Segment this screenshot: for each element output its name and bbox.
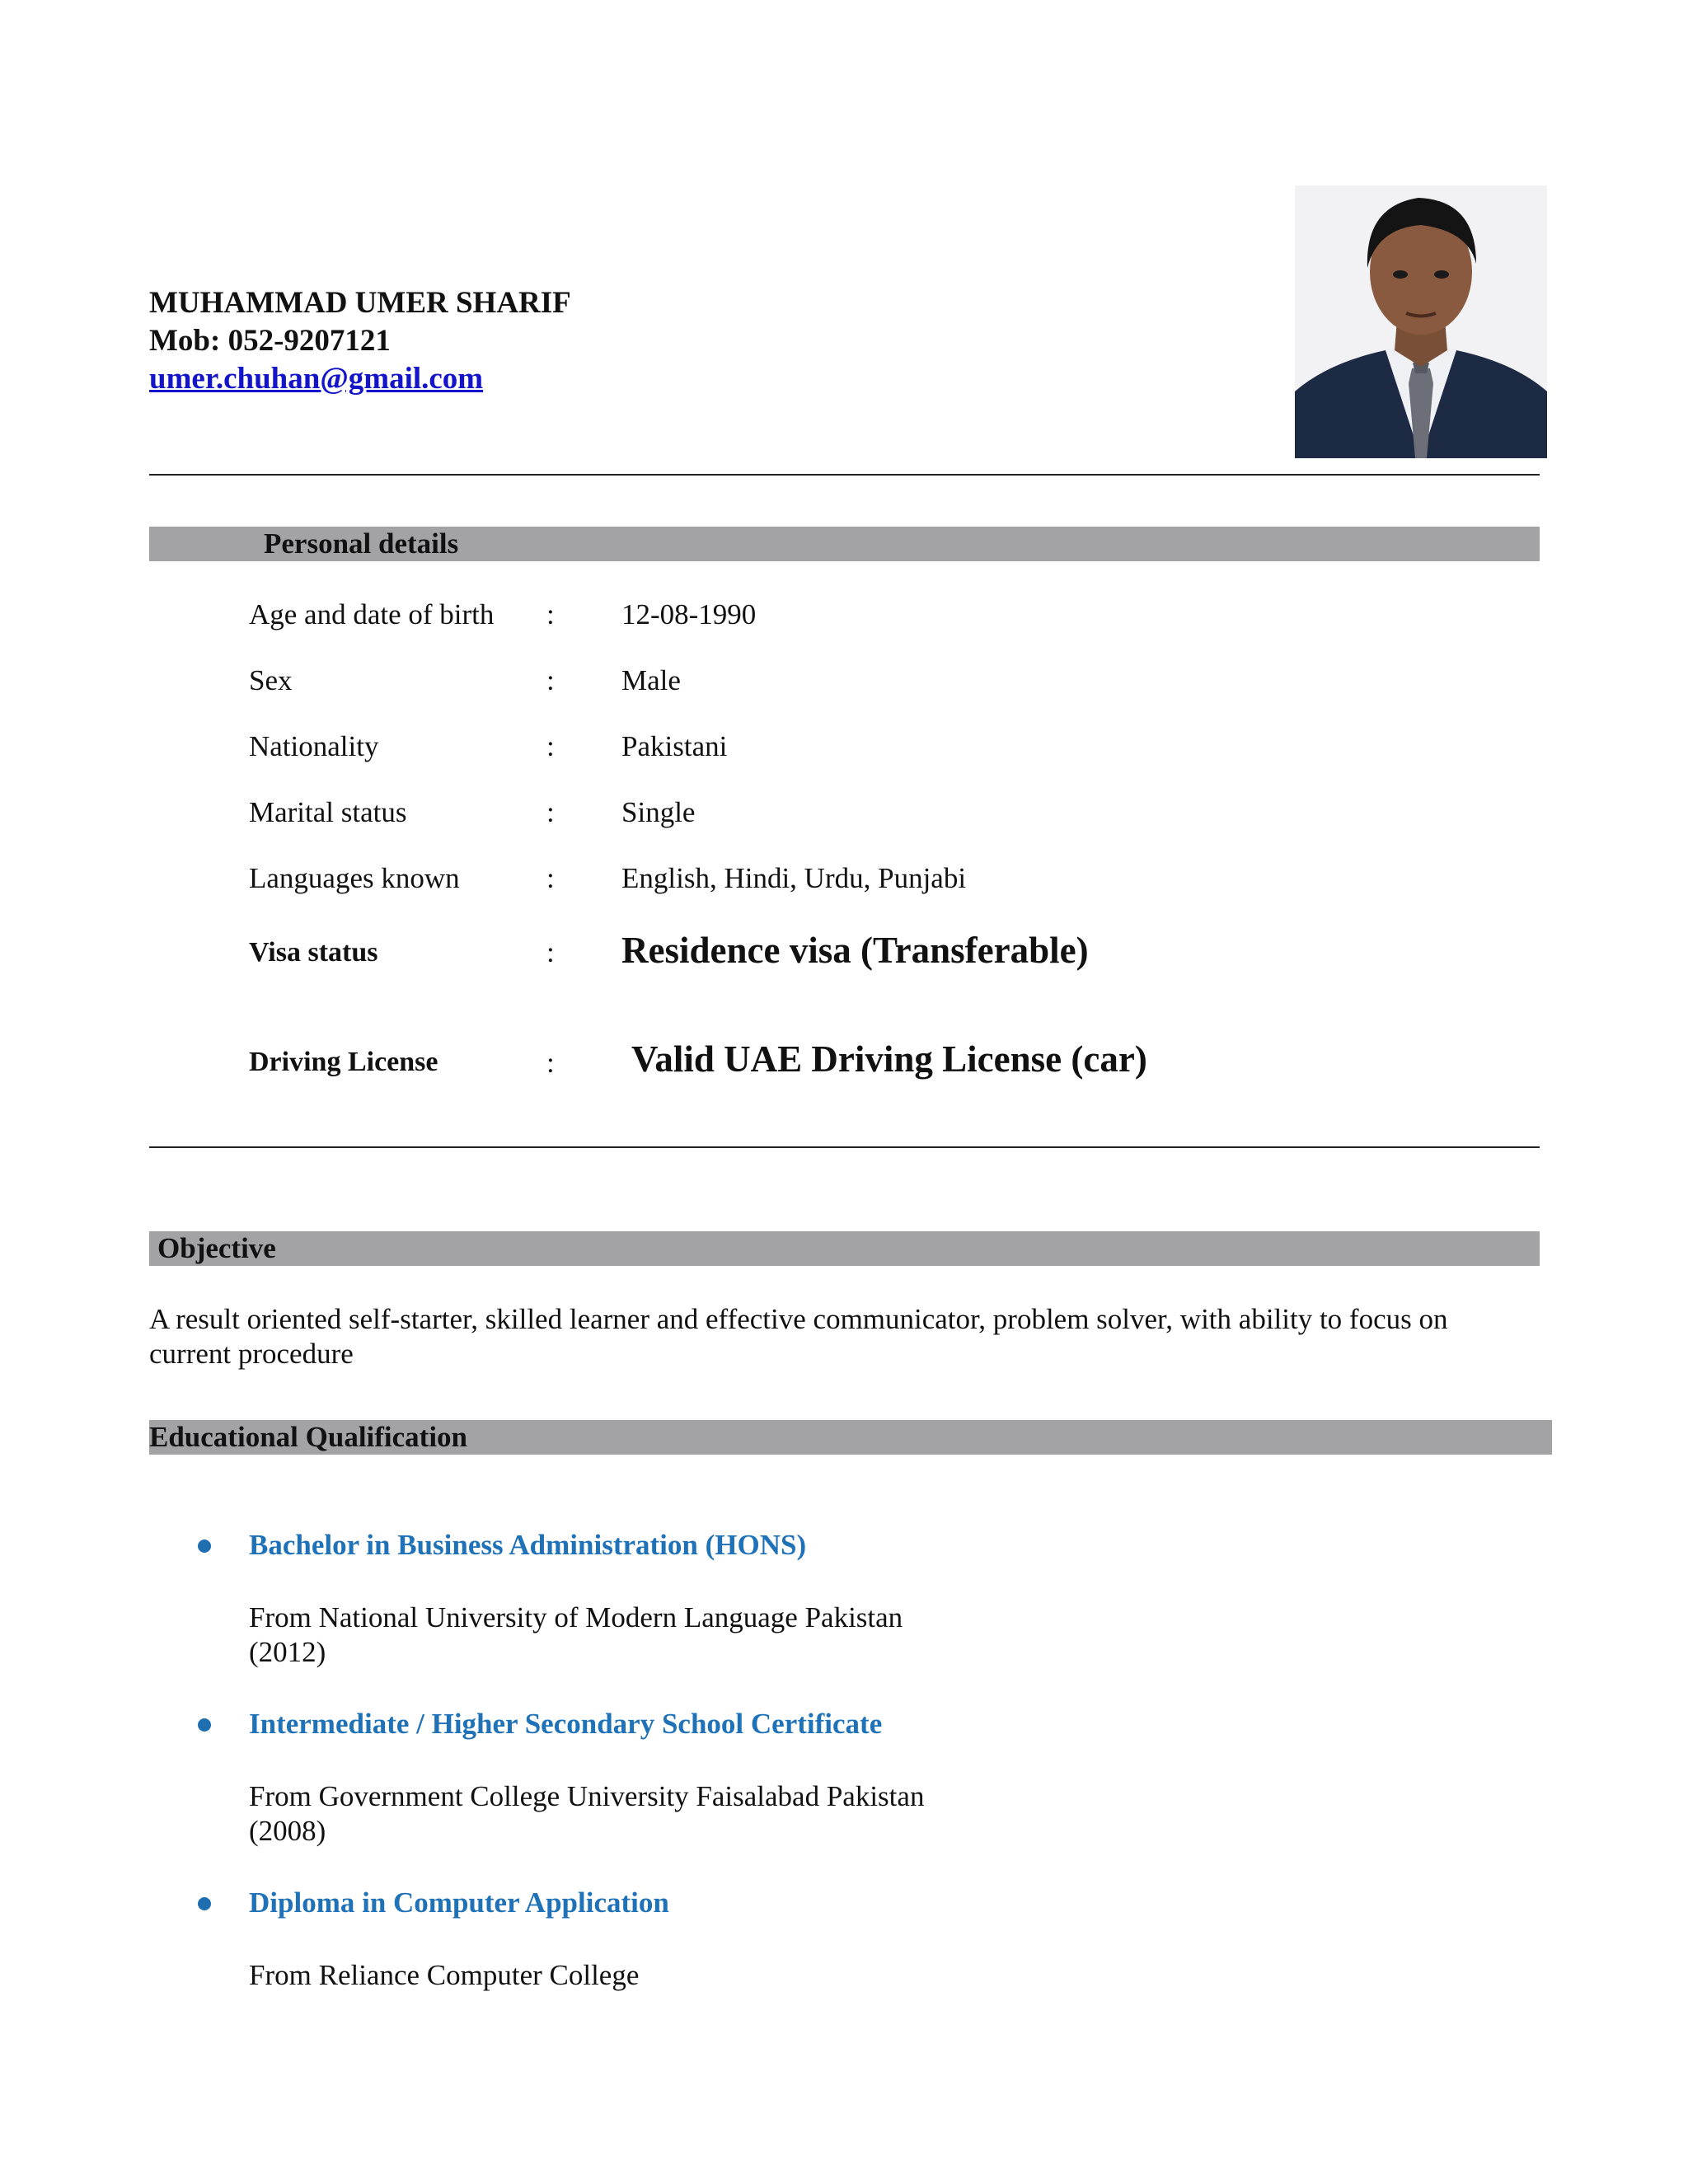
detail-label-marital-status: Marital status: [249, 796, 407, 828]
detail-colon: :: [546, 664, 555, 696]
bullet-icon: [198, 1718, 211, 1732]
objective-text-line-1: A result oriented self-starter, skilled learner and effective communicator, problem solver, with ability to focus on: [149, 1303, 1448, 1335]
bullet-icon: [198, 1540, 211, 1553]
detail-label-sex: Sex: [249, 664, 293, 696]
detail-label-driving-license: Driving License: [249, 1047, 438, 1077]
objective-text-line-2: current procedure: [149, 1338, 354, 1370]
detail-value-driving-license: Valid UAE Driving License (car): [631, 1038, 1147, 1080]
detail-label-visa-status: Visa status: [249, 937, 378, 968]
detail-label-age: Age and date of birth: [249, 598, 495, 630]
section-title-education: Educational Qualification: [149, 1421, 468, 1453]
detail-colon: :: [546, 730, 555, 762]
education-title: Intermediate / Higher Secondary School Certificate: [249, 1708, 883, 1740]
education-year: (2008): [249, 1815, 326, 1847]
detail-value-marital-status: Single: [621, 796, 696, 828]
profile-photo: [1295, 185, 1547, 458]
divider-middle: [149, 1146, 1540, 1148]
mobile-number: Mob: 052-9207121: [149, 324, 391, 358]
section-title-objective: Objective: [157, 1232, 276, 1264]
detail-colon: :: [546, 598, 555, 630]
education-institution: From Government College University Faisalabad Pakistan: [249, 1780, 925, 1812]
divider-top: [149, 474, 1540, 476]
detail-value-languages: English, Hindi, Urdu, Punjabi: [621, 862, 967, 894]
detail-colon: :: [546, 1047, 555, 1079]
section-band-objective: [149, 1231, 1540, 1266]
candidate-name: MUHAMMAD UMER SHARIF: [149, 286, 571, 320]
detail-value-nationality: Pakistani: [621, 730, 728, 762]
detail-colon: :: [546, 796, 555, 828]
detail-value-sex: Male: [621, 664, 681, 696]
education-institution: From Reliance Computer College: [249, 1959, 640, 1991]
detail-colon: :: [546, 936, 555, 968]
education-institution: From National University of Modern Language Pakistan: [249, 1601, 903, 1633]
detail-value-age: 12-08-1990: [621, 598, 757, 630]
detail-label-languages: Languages known: [249, 862, 460, 894]
email-link[interactable]: umer.chuhan@gmail.com: [149, 362, 484, 396]
section-title-personal-details: Personal details: [264, 527, 459, 560]
education-title: Bachelor in Business Administration (HONS): [249, 1529, 807, 1561]
education-title: Diploma in Computer Application: [249, 1886, 669, 1919]
detail-label-nationality: Nationality: [249, 730, 379, 762]
detail-value-visa-status: Residence visa (Transferable): [621, 930, 1089, 971]
bullet-icon: [198, 1897, 211, 1910]
detail-colon: :: [546, 862, 555, 894]
education-year: (2012): [249, 1636, 326, 1668]
